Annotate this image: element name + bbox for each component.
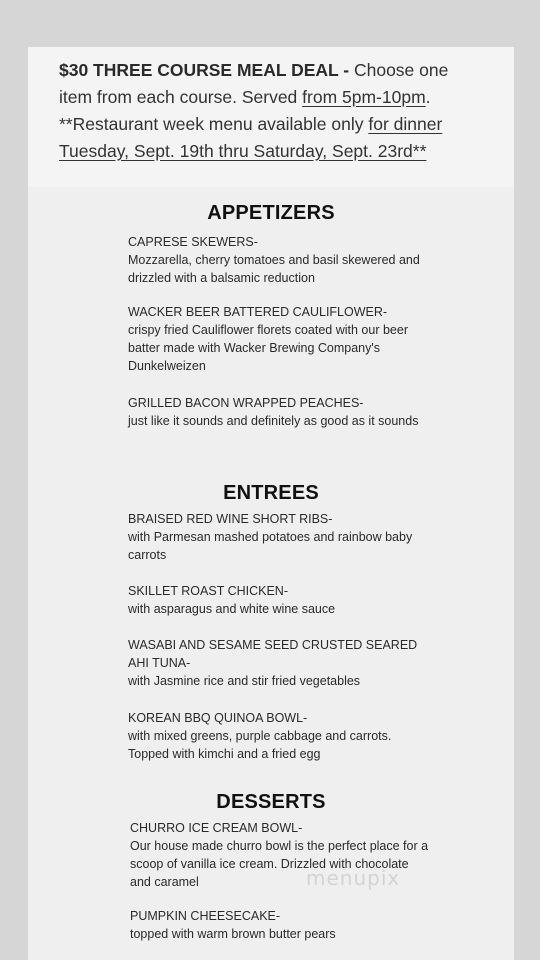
menu-item	[128, 510, 428, 564]
menu-item-name: WACKER BEER BATTERED CAULIFLOWER-	[128, 305, 388, 319]
menu-item	[130, 907, 430, 943]
menu-item-desc: with Jasmine rice and stir fried vegetables	[128, 674, 361, 688]
hours-text: from 5pm-10pm	[302, 87, 426, 107]
menu-item-name: SKILLET ROAST CHICKEN-	[128, 584, 288, 598]
menu-item-desc: with asparagus and white wine sauce	[128, 602, 336, 616]
menu-item-name: CAPRESE SKEWERS-	[128, 235, 258, 249]
meal-deal-intro: $30 THREE COURSE MEAL DEAL - Choose one item from each course. Served from 5pm-10pm. **Restaurant week menu available only for dinner Tuesday, Sept. 19th thru Saturday, Sept. 23rd**	[59, 60, 449, 161]
menu-item-desc: Mozzarella, cherry tomatoes and basil skewered and drizzled with a balsamic reduction	[128, 253, 420, 285]
menu-item-desc: with mixed greens, purple cabbage and carrots. Topped with kimchi and a fried egg	[128, 729, 392, 761]
menu-item	[128, 394, 428, 430]
menu-item	[128, 636, 418, 690]
menu-item-name: GRILLED BACON WRAPPED PEACHES-	[128, 396, 364, 410]
menupix-watermark: menupix	[306, 866, 401, 890]
menu-item	[128, 233, 428, 287]
menu-item-desc: with Parmesan mashed potatoes and rainbow baby carrots	[128, 530, 413, 562]
menu-item	[128, 582, 428, 618]
deal-headline: $30 THREE COURSE MEAL DEAL -	[59, 60, 350, 80]
section-title-appetizers: APPETIZERS	[207, 202, 335, 224]
menu-item-desc: just like it sounds and definitely as good as it sounds	[128, 414, 419, 428]
menu-item-name: CHURRO ICE CREAM BOWL-	[130, 821, 303, 835]
menu-item-name: KOREAN BBQ QUINOA BOWL-	[128, 711, 308, 725]
menu-item	[128, 709, 428, 763]
section-title-entrees: ENTREES	[223, 482, 319, 504]
menu-item-desc: crispy fried Cauliflower florets coated with our beer batter made with Wacker Brewing Company's Dunkelweizen	[128, 323, 408, 373]
menu-item-name: PUMPKIN CHEESECAKE-	[130, 909, 281, 923]
menu-item-name: WASABI AND SESAME SEED CRUSTED SEARED AHI TUNA-	[128, 638, 418, 670]
menu-item	[128, 303, 428, 375]
section-title-desserts: DESSERTS	[216, 791, 326, 813]
menu-item-desc: topped with warm brown butter pears	[130, 927, 336, 941]
dates-text: Tuesday, Sept. 19th thru Saturday, Sept. 23rd**	[59, 141, 427, 161]
menu-item-name: BRAISED RED WINE SHORT RIBS-	[128, 512, 333, 526]
menu-item-desc: Our house made churro bowl is the perfect place for a scoop of vanilla ice cream. Drizzled with chocolate and caramel	[130, 839, 429, 889]
